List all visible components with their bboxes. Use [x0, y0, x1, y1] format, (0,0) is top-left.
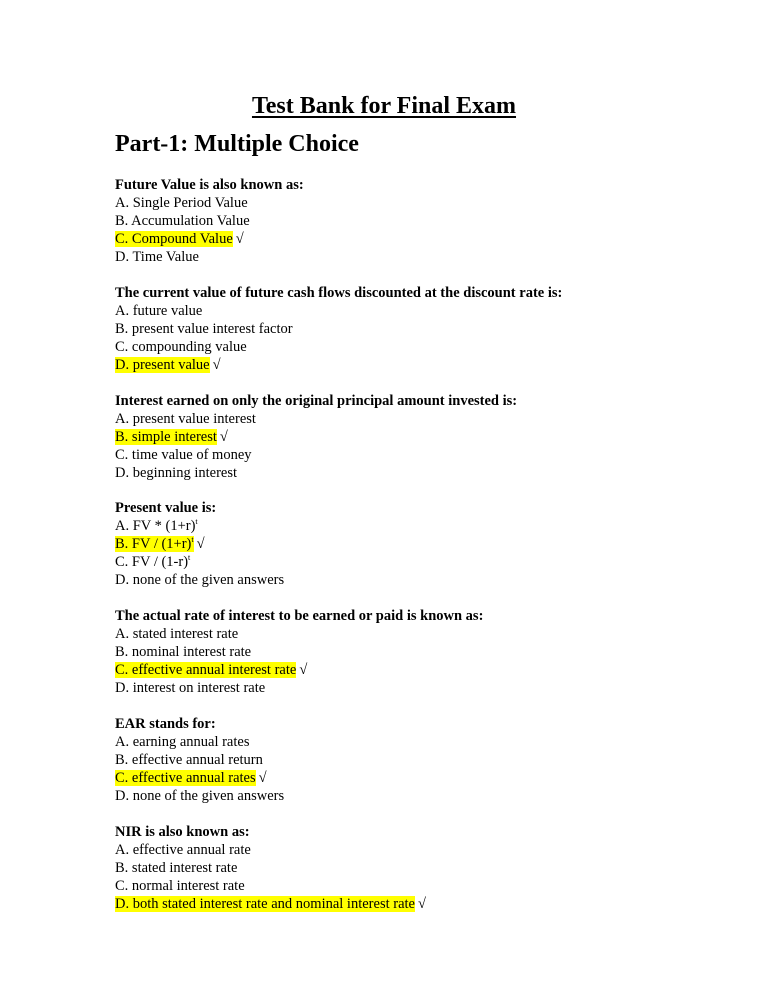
exponent: t — [195, 517, 198, 527]
answer-option — [115, 553, 675, 571]
option-label — [115, 536, 194, 552]
question-block — [115, 176, 675, 266]
option-label — [115, 303, 202, 319]
answer-option — [115, 410, 675, 428]
exponent: t — [191, 535, 194, 545]
option-text: D. none of the given answers — [115, 787, 285, 804]
section-title: Part-1: Multiple Choice — [115, 131, 359, 157]
option-text: A. stated interest rate — [115, 626, 239, 643]
option-text: B. nominal interest rate — [115, 644, 252, 661]
answer-option — [115, 320, 675, 338]
option-text: C. effective annual interest rate — [115, 662, 297, 679]
check-mark-icon: √ — [235, 231, 244, 247]
question-text: Future Value is also known as: — [115, 177, 304, 193]
option-text: C. compounding value — [115, 338, 247, 355]
option-label — [115, 662, 296, 678]
document-title — [0, 91, 768, 121]
answer-option — [115, 248, 675, 266]
option-text: A. FV * (1+r) — [115, 518, 196, 535]
option-label — [115, 357, 210, 373]
answer-option — [115, 751, 675, 769]
option-text: D. none of the given answers — [115, 572, 285, 589]
question-text: NIR is also known as: — [115, 823, 250, 840]
answer-option-correct — [115, 356, 675, 374]
check-mark-icon: √ — [219, 428, 228, 445]
question-block — [115, 499, 675, 589]
document-title-text: Test Bank for Final Exam — [251, 93, 517, 119]
answer-option-correct — [115, 230, 675, 248]
option-label — [115, 249, 199, 265]
answer-option — [115, 643, 675, 661]
option-label — [115, 752, 263, 768]
option-label — [115, 842, 251, 858]
option-label — [115, 465, 237, 481]
option-text: A. effective annual rate — [115, 841, 251, 858]
option-text: A. Single Period Value — [115, 195, 248, 211]
answer-option — [115, 787, 675, 805]
check-mark-icon: √ — [196, 536, 205, 553]
option-label — [115, 770, 256, 786]
option-label — [115, 554, 190, 570]
option-text: C. time value of money — [115, 446, 252, 463]
option-label — [115, 734, 249, 750]
answer-option — [115, 841, 675, 859]
option-text: D. present value — [115, 356, 210, 373]
option-text: A. future value — [115, 302, 203, 319]
option-label — [115, 572, 284, 588]
option-text: C. effective annual rates — [115, 769, 256, 786]
check-mark-icon: √ — [258, 769, 267, 786]
answer-option-correct — [115, 428, 675, 446]
option-text: C. normal interest rate — [115, 877, 245, 894]
option-text: B. simple interest — [115, 428, 217, 445]
answer-option — [115, 679, 675, 697]
question-block — [115, 715, 675, 805]
option-text: D. Time Value — [115, 249, 199, 265]
option-text: B. effective annual return — [115, 751, 263, 768]
question-block — [115, 607, 675, 697]
option-label — [115, 626, 238, 642]
question-text: EAR stands for: — [115, 715, 216, 732]
option-label — [115, 321, 293, 337]
option-label — [115, 231, 233, 247]
question-list — [115, 176, 675, 931]
option-text: B. stated interest rate — [115, 859, 238, 876]
question-block — [115, 392, 675, 482]
answer-option — [115, 446, 675, 464]
question-text: Present value is: — [115, 500, 217, 517]
option-label — [115, 878, 245, 894]
option-label — [115, 896, 415, 912]
option-text: C. Compound Value — [115, 231, 233, 247]
option-text: B. present value interest factor — [115, 320, 293, 337]
answer-option — [115, 571, 675, 589]
option-label — [115, 680, 265, 696]
question-text: The actual rate of interest to be earned or paid is known as: — [115, 608, 484, 625]
question-text: Interest earned on only the original principal amount invested is: — [115, 392, 518, 409]
check-mark-icon: √ — [212, 356, 221, 373]
question-block — [115, 284, 675, 374]
answer-option — [115, 517, 675, 535]
check-mark-icon: √ — [417, 895, 426, 912]
option-text: D. both stated interest rate and nominal interest rate — [115, 895, 415, 912]
option-label — [115, 195, 248, 211]
option-label — [115, 213, 250, 229]
option-label — [115, 788, 284, 804]
option-label — [115, 339, 247, 355]
answer-option-correct — [115, 535, 675, 553]
answer-option — [115, 212, 675, 230]
option-label — [115, 518, 198, 534]
answer-option — [115, 859, 675, 877]
option-text: D. beginning interest — [115, 464, 238, 481]
option-label — [115, 644, 251, 660]
option-text: D. interest on interest rate — [115, 680, 266, 697]
answer-option — [115, 625, 675, 643]
option-label — [115, 860, 237, 876]
answer-option — [115, 733, 675, 751]
answer-option-correct — [115, 661, 675, 679]
answer-option — [115, 194, 675, 212]
answer-option-correct — [115, 895, 675, 913]
answer-option — [115, 302, 675, 320]
check-mark-icon: √ — [299, 662, 308, 679]
option-label — [115, 447, 252, 463]
option-text: A. earning annual rates — [115, 733, 250, 750]
question-text: The current value of future cash flows discounted at the discount rate is: — [115, 284, 563, 301]
option-text: A. present value interest — [115, 410, 256, 427]
option-label — [115, 411, 256, 427]
option-text: B. Accumulation Value — [115, 213, 250, 229]
answer-option — [115, 877, 675, 895]
exponent: t — [188, 553, 191, 563]
option-label — [115, 429, 217, 445]
answer-option-correct — [115, 769, 675, 787]
option-text: B. FV / (1+r) — [115, 536, 192, 553]
option-text: C. FV / (1-r) — [115, 554, 189, 571]
answer-option — [115, 338, 675, 356]
answer-option — [115, 464, 675, 482]
question-block — [115, 823, 675, 913]
